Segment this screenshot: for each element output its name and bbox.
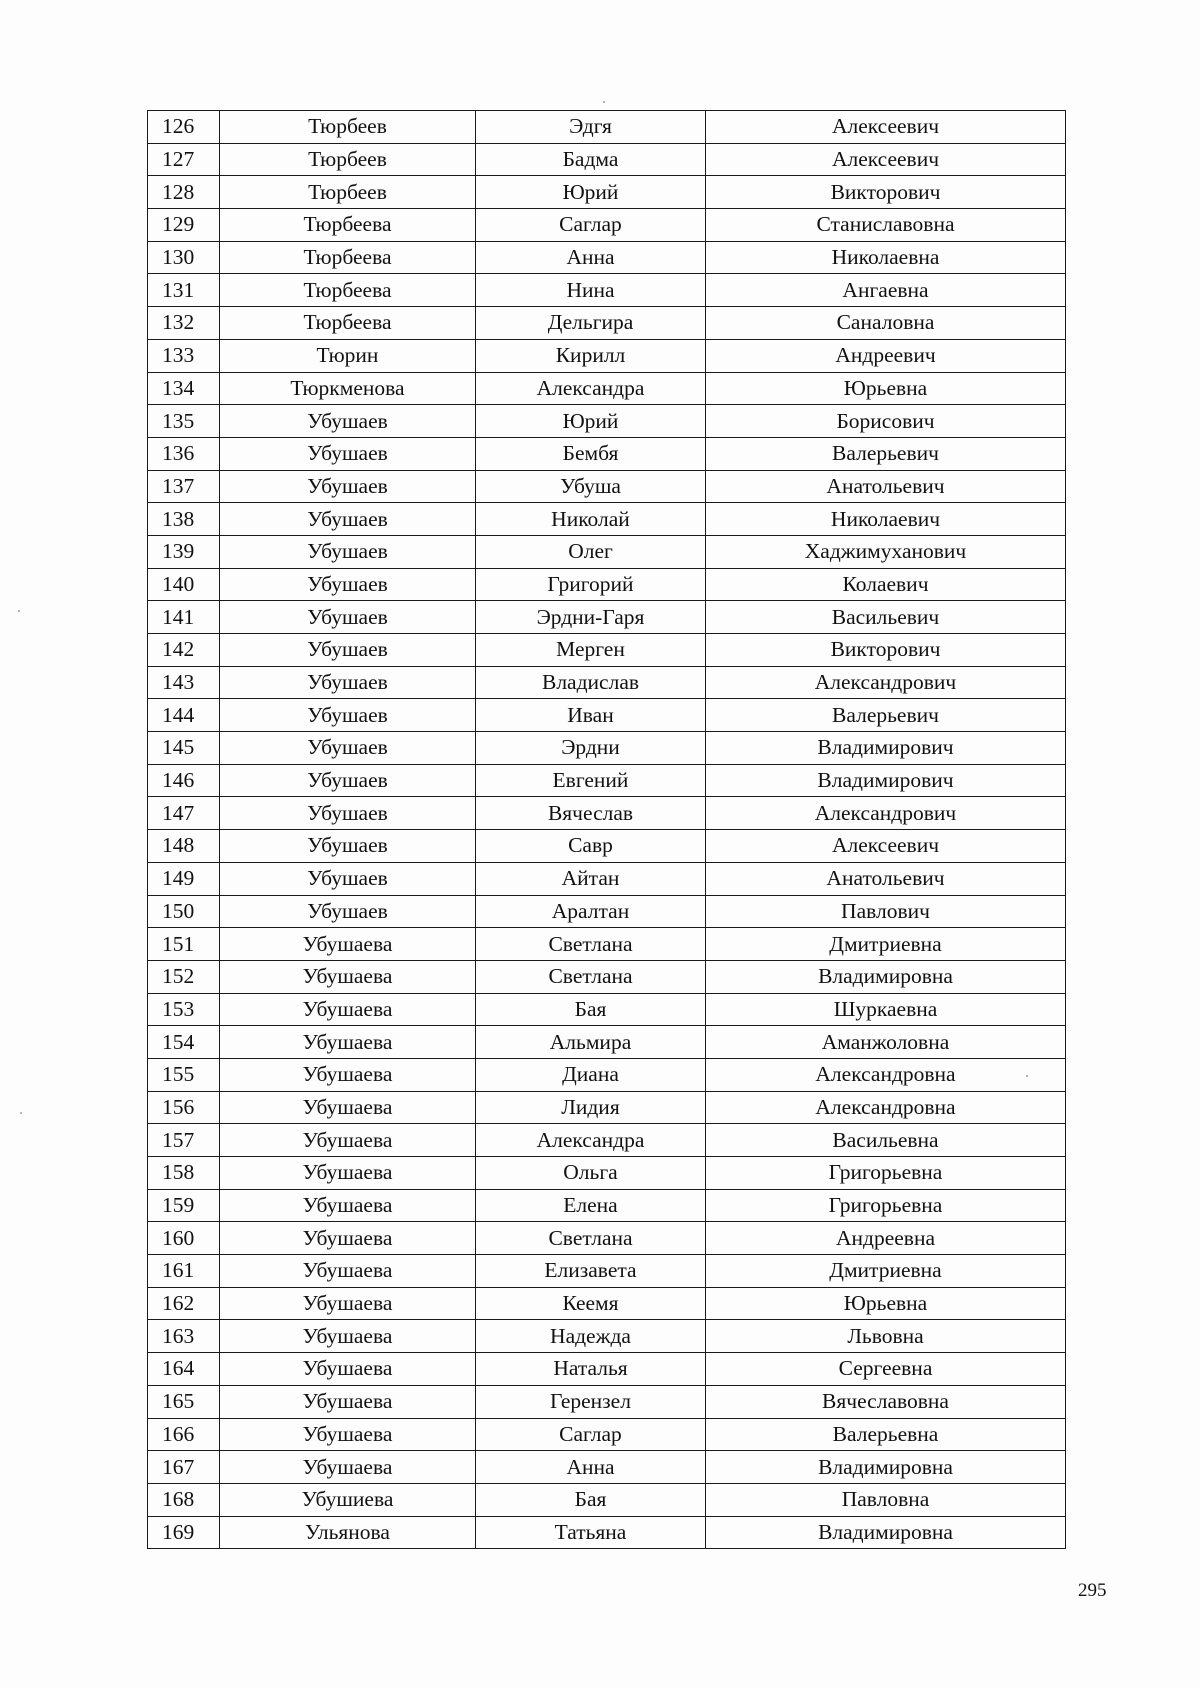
page-number: 295 [1078,1580,1107,1601]
last-name-cell: Убушаева [220,1091,476,1124]
row-number-cell: 137 [148,470,220,503]
row-number-cell: 149 [148,862,220,895]
table-row [148,1353,1066,1386]
last-name-cell: Убушаева [220,960,476,993]
first-name-cell: Светлана [476,928,706,961]
table-row [148,830,1066,863]
patronymic-cell: Станиславовна [706,209,1066,242]
patronymic-cell: Аманжоловна [706,1026,1066,1059]
first-name-cell: Олег [476,535,706,568]
table-row [148,437,1066,470]
first-name-cell: Наталья [476,1353,706,1386]
row-number-cell: 147 [148,797,220,830]
last-name-cell: Убушаев [220,895,476,928]
row-number-cell: 130 [148,241,220,274]
last-name-cell: Убушаев [220,535,476,568]
row-number-cell: 144 [148,699,220,732]
patronymic-cell: Павловна [706,1483,1066,1516]
table-row [148,1287,1066,1320]
table-row [148,1483,1066,1516]
first-name-cell: Айтан [476,862,706,895]
table-row [148,1418,1066,1451]
last-name-cell: Ульянова [220,1516,476,1549]
row-number-cell: 160 [148,1222,220,1255]
patronymic-cell: Вячеславовна [706,1385,1066,1418]
names-table [147,110,1066,1549]
first-name-cell: Анна [476,241,706,274]
table-row [148,960,1066,993]
first-name-cell: Ольга [476,1157,706,1190]
table-row [148,1222,1066,1255]
row-number-cell: 138 [148,503,220,536]
last-name-cell: Убушаев [220,634,476,667]
table-row [148,764,1066,797]
patronymic-cell: Андреевич [706,339,1066,372]
row-number-cell: 136 [148,437,220,470]
patronymic-cell: Викторович [706,634,1066,667]
table-row [148,928,1066,961]
row-number-cell: 156 [148,1091,220,1124]
patronymic-cell: Владимирович [706,732,1066,765]
patronymic-cell: Юрьевна [706,1287,1066,1320]
last-name-cell: Убушаева [220,1222,476,1255]
row-number-cell: 145 [148,732,220,765]
first-name-cell: Герензел [476,1385,706,1418]
first-name-cell: Владислав [476,666,706,699]
first-name-cell: Саглар [476,209,706,242]
row-number-cell: 164 [148,1353,220,1386]
row-number-cell: 126 [148,111,220,144]
table-row [148,732,1066,765]
scan-speck [18,610,20,612]
table-row [148,797,1066,830]
first-name-cell: Аралтан [476,895,706,928]
first-name-cell: Бадма [476,143,706,176]
row-number-cell: 154 [148,1026,220,1059]
first-name-cell: Григорий [476,568,706,601]
row-number-cell: 155 [148,1058,220,1091]
last-name-cell: Убушиева [220,1483,476,1516]
first-name-cell: Кирилл [476,339,706,372]
last-name-cell: Убушаева [220,993,476,1026]
first-name-cell: Александра [476,1124,706,1157]
table-row [148,862,1066,895]
table-row [148,1058,1066,1091]
first-name-cell: Саглар [476,1418,706,1451]
first-name-cell: Юрий [476,405,706,438]
last-name-cell: Убушаев [220,470,476,503]
last-name-cell: Убушаева [220,1451,476,1484]
patronymic-cell: Владимировна [706,960,1066,993]
first-name-cell: Эрдни [476,732,706,765]
last-name-cell: Убушаев [220,732,476,765]
row-number-cell: 150 [148,895,220,928]
row-number-cell: 163 [148,1320,220,1353]
table-row [148,405,1066,438]
table-row [148,993,1066,1026]
row-number-cell: 153 [148,993,220,1026]
row-number-cell: 158 [148,1157,220,1190]
last-name-cell: Тюркменова [220,372,476,405]
last-name-cell: Убушаев [220,503,476,536]
last-name-cell: Убушаева [220,1353,476,1386]
last-name-cell: Убушаев [220,797,476,830]
table-row [148,470,1066,503]
table-row [148,176,1066,209]
table-row [148,339,1066,372]
patronymic-cell: Дмитриевна [706,928,1066,961]
row-number-cell: 141 [148,601,220,634]
first-name-cell: Савр [476,830,706,863]
first-name-cell: Вячеслав [476,797,706,830]
last-name-cell: Убушаев [220,568,476,601]
table-row [148,1255,1066,1288]
patronymic-cell: Александровна [706,1091,1066,1124]
row-number-cell: 165 [148,1385,220,1418]
patronymic-cell: Юрьевна [706,372,1066,405]
table-row [148,209,1066,242]
table-row [148,1157,1066,1190]
patronymic-cell: Саналовна [706,307,1066,340]
last-name-cell: Убушаева [220,1124,476,1157]
first-name-cell: Дельгира [476,307,706,340]
first-name-cell: Александра [476,372,706,405]
last-name-cell: Убушаев [220,699,476,732]
patronymic-cell: Шуркаевна [706,993,1066,1026]
row-number-cell: 129 [148,209,220,242]
table-row [148,307,1066,340]
row-number-cell: 169 [148,1516,220,1549]
patronymic-cell: Александрович [706,797,1066,830]
patronymic-cell: Николаевич [706,503,1066,536]
table-row [148,634,1066,667]
row-number-cell: 135 [148,405,220,438]
table-row [148,372,1066,405]
table-row [148,1451,1066,1484]
table-row [148,601,1066,634]
first-name-cell: Надежда [476,1320,706,1353]
last-name-cell: Убушаев [220,437,476,470]
row-number-cell: 162 [148,1287,220,1320]
row-number-cell: 139 [148,535,220,568]
last-name-cell: Убушаев [220,666,476,699]
table-row [148,143,1066,176]
last-name-cell: Убушаева [220,1026,476,1059]
patronymic-cell: Васильевна [706,1124,1066,1157]
patronymic-cell: Васильевич [706,601,1066,634]
first-name-cell: Нина [476,274,706,307]
patronymic-cell: Владимировна [706,1516,1066,1549]
last-name-cell: Убушаева [220,1287,476,1320]
row-number-cell: 152 [148,960,220,993]
row-number-cell: 131 [148,274,220,307]
last-name-cell: Убушаева [220,1320,476,1353]
patronymic-cell: Алексеевич [706,111,1066,144]
row-number-cell: 143 [148,666,220,699]
row-number-cell: 140 [148,568,220,601]
patronymic-cell: Ангаевна [706,274,1066,307]
patronymic-cell: Алексеевич [706,143,1066,176]
last-name-cell: Убушаева [220,928,476,961]
row-number-cell: 151 [148,928,220,961]
first-name-cell: Убуша [476,470,706,503]
table-row [148,274,1066,307]
patronymic-cell: Львовна [706,1320,1066,1353]
table-row [148,1189,1066,1222]
patronymic-cell: Григорьевна [706,1189,1066,1222]
first-name-cell: Анна [476,1451,706,1484]
last-name-cell: Убушаева [220,1058,476,1091]
patronymic-cell: Александровна [706,1058,1066,1091]
patronymic-cell: Валерьевич [706,699,1066,732]
patronymic-cell: Владимировна [706,1451,1066,1484]
first-name-cell: Лидия [476,1091,706,1124]
row-number-cell: 161 [148,1255,220,1288]
patronymic-cell: Николаевна [706,241,1066,274]
last-name-cell: Убушаева [220,1385,476,1418]
patronymic-cell: Хаджимуханович [706,535,1066,568]
scan-speck [1026,1075,1028,1077]
table-row [148,1091,1066,1124]
scan-speck [603,101,605,103]
last-name-cell: Убушаев [220,862,476,895]
last-name-cell: Тюрин [220,339,476,372]
table-row [148,895,1066,928]
first-name-cell: Бембя [476,437,706,470]
row-number-cell: 128 [148,176,220,209]
table-row [148,1124,1066,1157]
row-number-cell: 168 [148,1483,220,1516]
names-table-body [148,111,1066,1549]
first-name-cell: Диана [476,1058,706,1091]
first-name-cell: Эдгя [476,111,706,144]
scan-speck [20,1112,22,1114]
first-name-cell: Светлана [476,960,706,993]
table-row [148,535,1066,568]
table-row [148,503,1066,536]
patronymic-cell: Владимирович [706,764,1066,797]
last-name-cell: Убушаева [220,1418,476,1451]
first-name-cell: Николай [476,503,706,536]
last-name-cell: Тюрбеева [220,209,476,242]
first-name-cell: Елизавета [476,1255,706,1288]
patronymic-cell: Сергеевна [706,1353,1066,1386]
last-name-cell: Убушаева [220,1157,476,1190]
last-name-cell: Убушаев [220,764,476,797]
patronymic-cell: Дмитриевна [706,1255,1066,1288]
row-number-cell: 146 [148,764,220,797]
row-number-cell: 148 [148,830,220,863]
last-name-cell: Убушаев [220,601,476,634]
first-name-cell: Кеемя [476,1287,706,1320]
table-row [148,568,1066,601]
table-row [148,699,1066,732]
patronymic-cell: Викторович [706,176,1066,209]
row-number-cell: 134 [148,372,220,405]
first-name-cell: Мерген [476,634,706,667]
last-name-cell: Тюрбеев [220,143,476,176]
row-number-cell: 157 [148,1124,220,1157]
last-name-cell: Тюрбеев [220,111,476,144]
first-name-cell: Евгений [476,764,706,797]
first-name-cell: Иван [476,699,706,732]
patronymic-cell: Колаевич [706,568,1066,601]
first-name-cell: Альмира [476,1026,706,1059]
row-number-cell: 167 [148,1451,220,1484]
patronymic-cell: Григорьевна [706,1157,1066,1190]
first-name-cell: Елена [476,1189,706,1222]
first-name-cell: Эрдни-Гаря [476,601,706,634]
row-number-cell: 133 [148,339,220,372]
last-name-cell: Тюрбеева [220,274,476,307]
last-name-cell: Тюрбеева [220,307,476,340]
row-number-cell: 159 [148,1189,220,1222]
row-number-cell: 127 [148,143,220,176]
last-name-cell: Тюрбеев [220,176,476,209]
first-name-cell: Бая [476,993,706,1026]
table-row [148,666,1066,699]
last-name-cell: Убушаев [220,405,476,438]
last-name-cell: Тюрбеева [220,241,476,274]
first-name-cell: Бая [476,1483,706,1516]
row-number-cell: 132 [148,307,220,340]
patronymic-cell: Борисович [706,405,1066,438]
table-row [148,241,1066,274]
patronymic-cell: Валерьевич [706,437,1066,470]
last-name-cell: Убушаева [220,1189,476,1222]
patronymic-cell: Алексеевич [706,830,1066,863]
row-number-cell: 142 [148,634,220,667]
patronymic-cell: Павлович [706,895,1066,928]
last-name-cell: Убушаева [220,1255,476,1288]
first-name-cell: Юрий [476,176,706,209]
row-number-cell: 166 [148,1418,220,1451]
patronymic-cell: Александрович [706,666,1066,699]
table-row [148,1026,1066,1059]
patronymic-cell: Анатольевич [706,470,1066,503]
patronymic-cell: Андреевна [706,1222,1066,1255]
patronymic-cell: Анатольевич [706,862,1066,895]
first-name-cell: Татьяна [476,1516,706,1549]
patronymic-cell: Валерьевна [706,1418,1066,1451]
table-row [148,1320,1066,1353]
first-name-cell: Светлана [476,1222,706,1255]
table-row [148,1516,1066,1549]
table-row [148,111,1066,144]
last-name-cell: Убушаев [220,830,476,863]
table-row [148,1385,1066,1418]
